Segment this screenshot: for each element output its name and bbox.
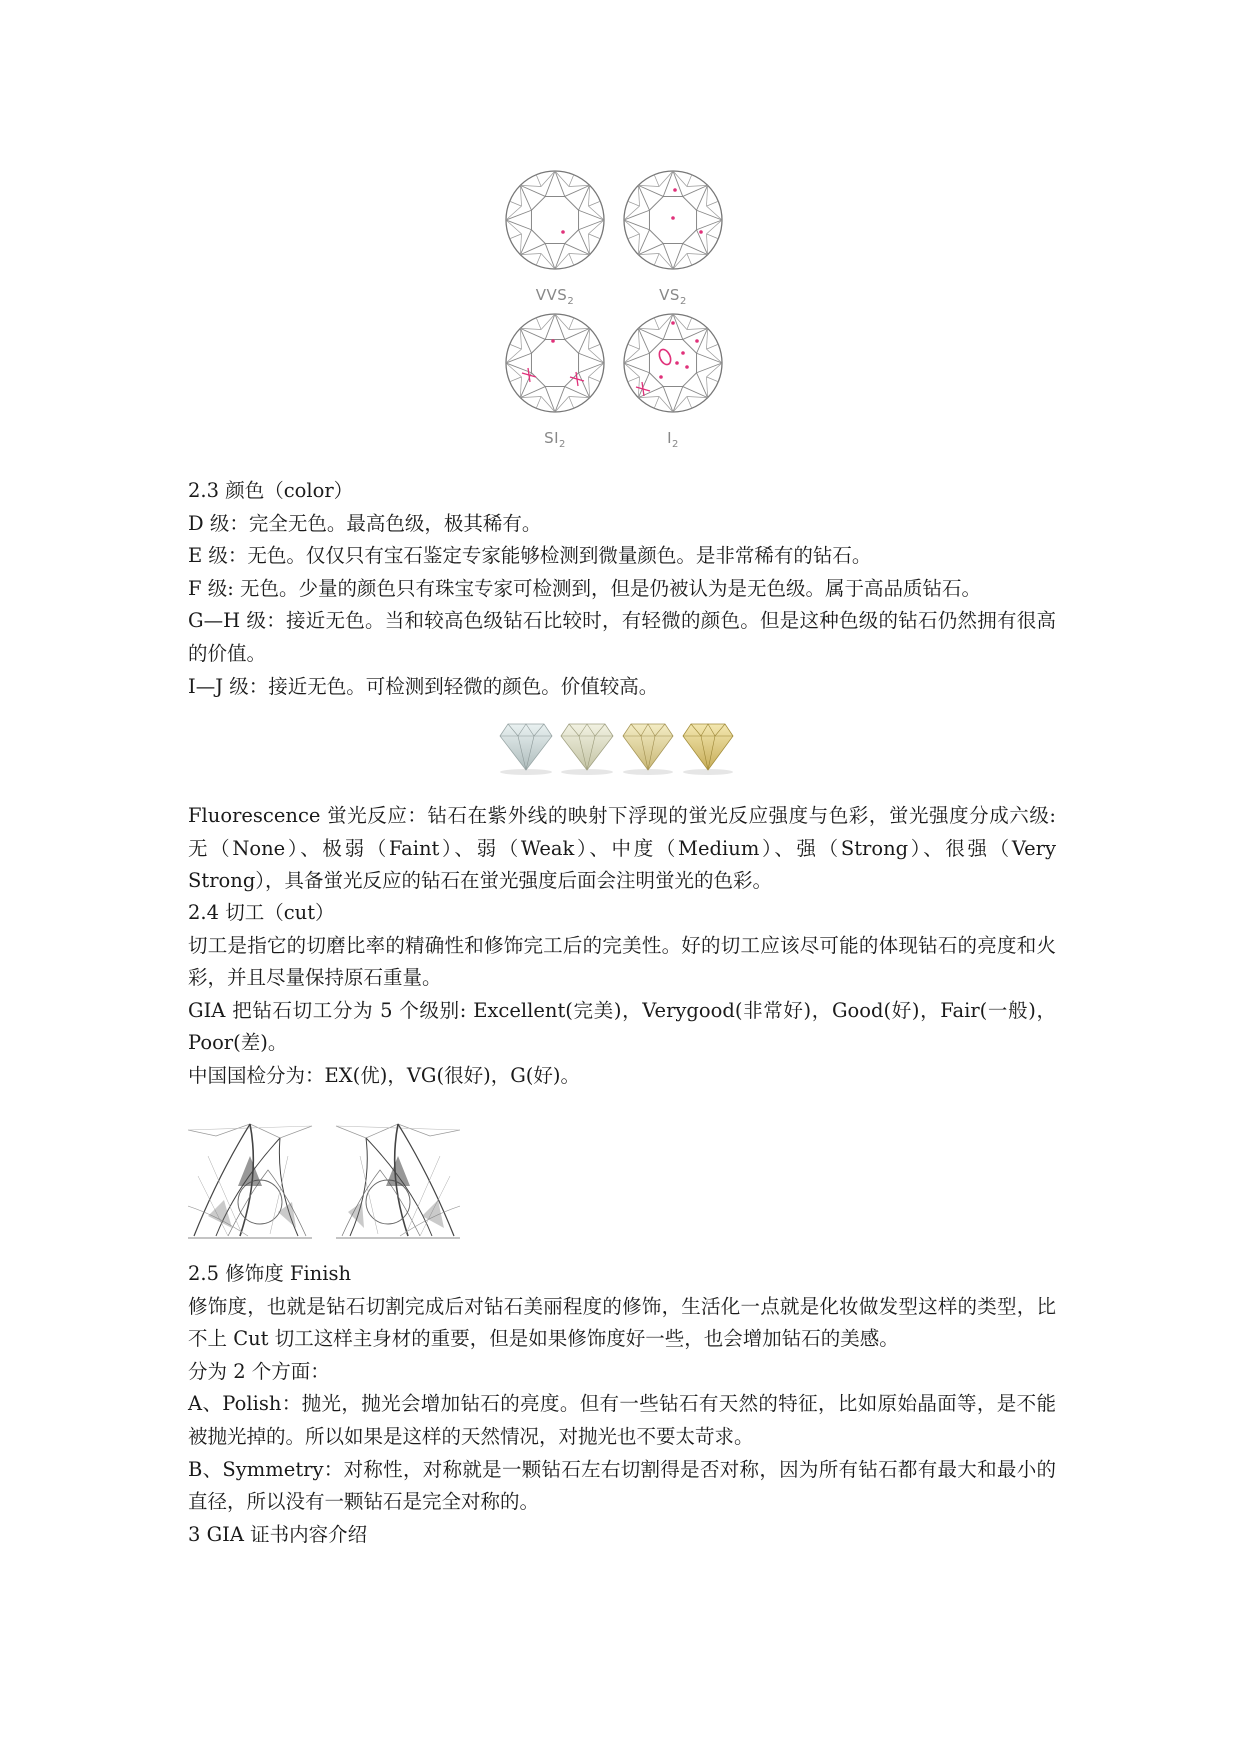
finish-paragraph-symmetry: B、Symmetry：对称性，对称就是一颗钻石左右切割得是否对称，因为所有钻石都有最大和最小的直径，所以没有一颗钻石是完全对称的。 — [188, 1457, 1056, 1514]
clarity-label-i2: $I_2$ — [667, 429, 679, 450]
diamond-plot-si2 — [506, 314, 604, 412]
clarity-diagram-graphic — [498, 168, 742, 458]
diamond-color-image — [496, 716, 746, 776]
section-color-heading: 2.3 颜色（color） — [188, 479, 354, 502]
cut-illustration-graphic — [188, 1116, 460, 1240]
diamond-plot-vvs2 — [506, 171, 604, 269]
finish-paragraph-polish: A、Polish：抛光，抛光会增加钻石的亮度。但有一些钻石有天然的特征，比如原始晶面等，是不能被抛光掉的。所以如果是这样的天然情况，对抛光也不要太苛求。 — [188, 1392, 1056, 1448]
clarity-label-vs2: $VS_2$ — [659, 286, 687, 307]
clarity-diagram — [498, 168, 742, 458]
color-grade-d: D 级：完全无色。最高色级，极其稀有。 — [188, 511, 542, 535]
section-cut — [188, 897, 1056, 1093]
fluorescence-paragraph: Fluorescence 蛍光反应：钻石在紫外线的映射下浮现的蛍光反应强度与色彩，蛍光强度分成六级: 无（None）、极弱（Faint）、弱（Weak）、中度（Medium）、强（Strong）、很强（Very Strong），具备蛍光反应的钻石在蛍光强度后面会注明蛍光的色彩。 — [188, 804, 1056, 893]
color-grade-ij: I—J 级：接近无色。可检测到轻微的颜色。价值较高。 — [188, 674, 659, 698]
section-color — [188, 475, 1056, 703]
cut-paragraph-china-grades: 中国国检分为：EX(优)，VG(很好)，G(好)。 — [188, 1063, 580, 1087]
section-3-heading: 3 GIA 证书内容介绍 — [188, 1522, 368, 1546]
clarity-label-vvs2: $VVS_2$ — [535, 286, 575, 307]
color-grade-e: E 级：无色。仅仅只有宝石鉴定专家能够检测到微量颜色。是非常稀有的钻石。 — [188, 544, 872, 568]
section-finish — [188, 1258, 1056, 1551]
cut-illustration — [188, 1116, 460, 1240]
color-grade-f: F 级: 无色。少量的颜色只有珠宝专家可检测到，但是仍被认为是无色级。属于高品质钻石。 — [188, 576, 981, 600]
section-finish-heading: 2.5 修饰度 Finish — [188, 1262, 352, 1285]
diamond-plot-i2 — [624, 314, 722, 412]
cut-paragraph-definition: 切工是指它的切磨比率的精确性和修饰完工后的完美性。好的切工应该尽可能的体现钻石的亮度和火彩，并且尽量保持原石重量。 — [188, 933, 1056, 990]
finish-paragraph-aspects: 分为 2 个方面： — [188, 1359, 330, 1383]
section-cut-heading: 2.4 切工（cut） — [188, 901, 335, 924]
clarity-label-si2: $SI_2$ — [544, 429, 566, 450]
fluorescence-section — [188, 800, 1056, 898]
cut-paragraph-gia-grades: GIA 把钻石切工分为 5 个级别: Excellent(完美)，Verygood(非常好)，Good(好)，Fair(一般)，Poor(差)。 — [188, 998, 1056, 1055]
diamond-plot-vs2 — [624, 171, 722, 269]
color-grade-gh: G—H 级：接近无色。当和较高色级钻石比较时，有轻微的颜色。但是这种色级的钻石仍然拥有很高的价值。 — [188, 609, 1056, 665]
diamond-color-graphic — [496, 716, 746, 776]
finish-paragraph-intro: 修饰度，也就是钻石切割完成后对钻石美丽程度的修饰，生活化一点就是化妆做发型这样的类型，比不上 Cut 切工这样主身材的重要，但是如果修饰度好一些，也会增加钻石的美感。 — [188, 1294, 1056, 1351]
